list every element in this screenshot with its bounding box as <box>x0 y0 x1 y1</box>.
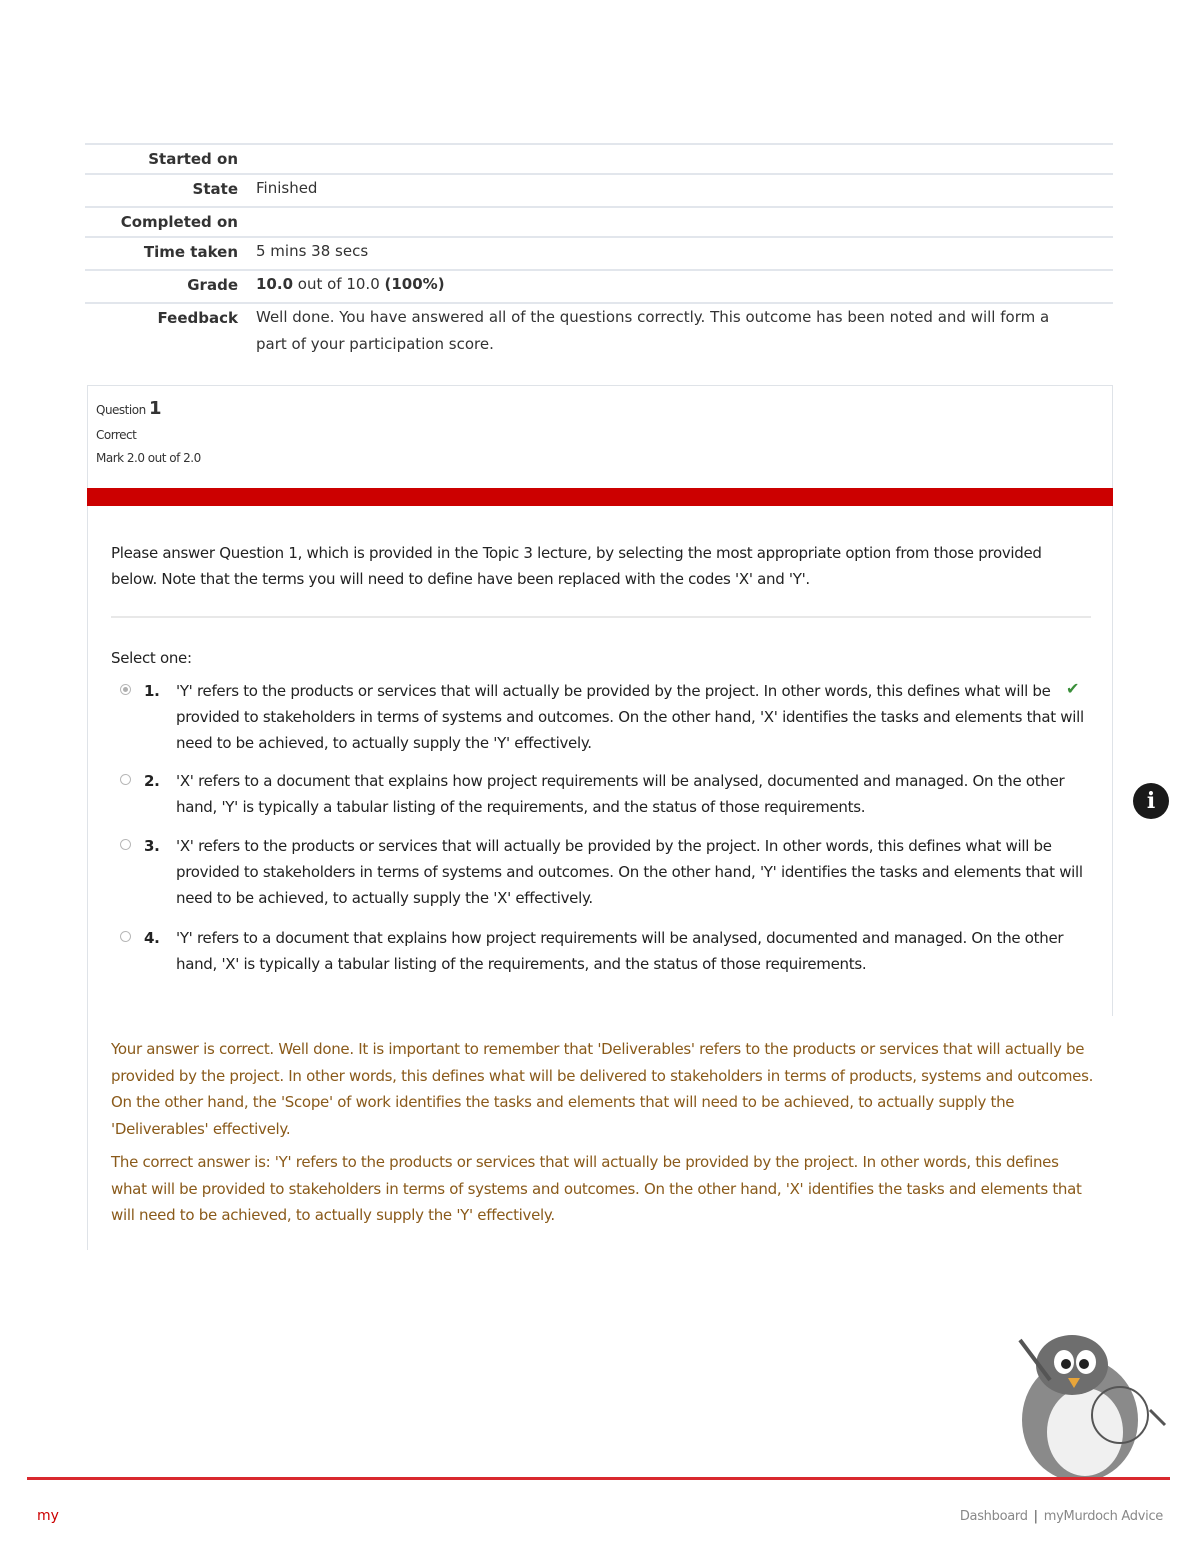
question-number <box>96 398 1104 419</box>
summary-value: 5 mins 38 secs <box>256 242 369 260</box>
summary-value <box>250 140 1113 149</box>
question-number-value: 1 <box>149 398 162 419</box>
correct-check-icon: ✔ <box>1066 679 1080 698</box>
answer-option-3[interactable] <box>120 833 1095 911</box>
option-text: 'Y' refers to a document that explains how project requirements will be analysed, documented and managed. On the other hand, 'X' is typically a tabular listing of the requirements, and the status of those requirements. <box>176 929 1064 973</box>
correct-answer-text: The correct answer is: 'Y' refers to the products or services that will actually be provided by the project. In other words, this defines what will be provided to stakeholders in terms of systems and outcomes. On the other hand, 'X' identifies the tasks and elements that will need to be achieved, to actually supply the 'Y' effectively. <box>111 1153 1082 1224</box>
answer-option-4[interactable] <box>120 925 1095 977</box>
answer-feedback <box>87 1016 1113 1250</box>
summary-row-started-on <box>85 143 1113 173</box>
summary-value <box>250 203 1113 212</box>
summary-value <box>250 266 1113 302</box>
summary-label: Feedback <box>157 309 238 327</box>
general-feedback: Your answer is correct. Well done. It is important to remember that 'Deliverables' refers to the products or services that will actually be provided by the project. In other words, this defines what will be delivered to stakeholders in terms of products, systems and outcomes. On the other hand, the 'Scope' of work identifies the tasks and elements that will need to be achieved, to actually supply the 'Deliverables' effectively. <box>111 1040 1094 1138</box>
radio-button[interactable] <box>120 839 131 850</box>
option-number: 4. <box>144 929 160 947</box>
grade-percent: (100%) <box>384 275 445 293</box>
summary-row-time-taken <box>85 236 1113 269</box>
summary-row-grade <box>85 269 1113 302</box>
summary-label: Grade <box>187 276 238 294</box>
footer-link-advice[interactable]: myMurdoch Advice <box>1043 1509 1163 1524</box>
summary-row-completed-on <box>85 206 1113 236</box>
summary-label: Started on <box>148 150 238 168</box>
summary-label: Completed on <box>120 213 238 231</box>
question-text: Please answer Question 1, which is provided in the Topic 3 lecture, by selecting the most appropriate option from those provided below. Note that the terms you will need to define have been replaced with the codes 'X' and 'Y'. <box>111 544 1042 588</box>
radio-button[interactable] <box>120 684 131 695</box>
divider <box>111 616 1091 618</box>
summary-row-state <box>85 173 1113 206</box>
footer-link-dashboard[interactable]: Dashboard <box>959 1509 1028 1524</box>
info-icon[interactable]: i <box>1133 783 1169 819</box>
select-prompt: Select one: <box>111 649 192 667</box>
option-number: 3. <box>144 837 160 855</box>
question-body <box>87 506 1113 1016</box>
question-status: Correct <box>96 428 137 442</box>
footer-links <box>960 1509 1163 1524</box>
summary-value: Well done. You have answered all of the questions correctly. This outcome has been noted and will form a part of your participation score. <box>256 308 1050 353</box>
summary-value: Finished <box>256 179 318 197</box>
penguin-mascot-image <box>1000 1320 1185 1480</box>
option-number: 1. <box>144 682 160 700</box>
footer-logo[interactable]: my <box>37 1508 59 1524</box>
option-text: 'X' refers to a document that explains how project requirements will be analysed, documented and managed. On the other hand, 'Y' is typically a tabular listing of the requirements, and the status of those requirements. <box>176 772 1065 816</box>
summary-label: Time taken <box>143 243 238 261</box>
option-text: 'Y' refers to the products or services that will actually be provided by the project. In other words, this defines what will be provided to stakeholders in terms of systems and outcomes. On the other hand, 'X' identifies the tasks and elements that will need to be achieved, to actually supply the 'Y' effectively. <box>176 682 1084 752</box>
attempt-summary-table <box>85 143 1113 362</box>
footer-separator: | <box>1033 1509 1038 1524</box>
footer-divider <box>27 1477 1170 1480</box>
option-text: 'X' refers to the products or services that will actually be provided by the project. In other words, this defines what will be provided to stakeholders in terms of systems and outcomes. On the other hand, 'Y' identifies the tasks and elements that will need to be achieved, to actually supply the 'X' effectively. <box>176 837 1083 907</box>
summary-label: State <box>192 180 238 198</box>
answer-option-1[interactable] <box>120 678 1095 756</box>
grade-out-of: out of 10.0 <box>293 275 385 293</box>
radio-button[interactable] <box>120 774 131 785</box>
grade-score: 10.0 <box>256 275 294 293</box>
question-divider-bar <box>87 488 1113 506</box>
question-label: Question <box>96 403 146 417</box>
question-info <box>87 385 1113 489</box>
option-number: 2. <box>144 772 160 790</box>
question-mark: Mark 2.0 out of 2.0 <box>96 451 201 465</box>
radio-button[interactable] <box>120 931 131 942</box>
answer-option-2[interactable] <box>120 768 1095 820</box>
summary-row-feedback <box>85 302 1113 362</box>
